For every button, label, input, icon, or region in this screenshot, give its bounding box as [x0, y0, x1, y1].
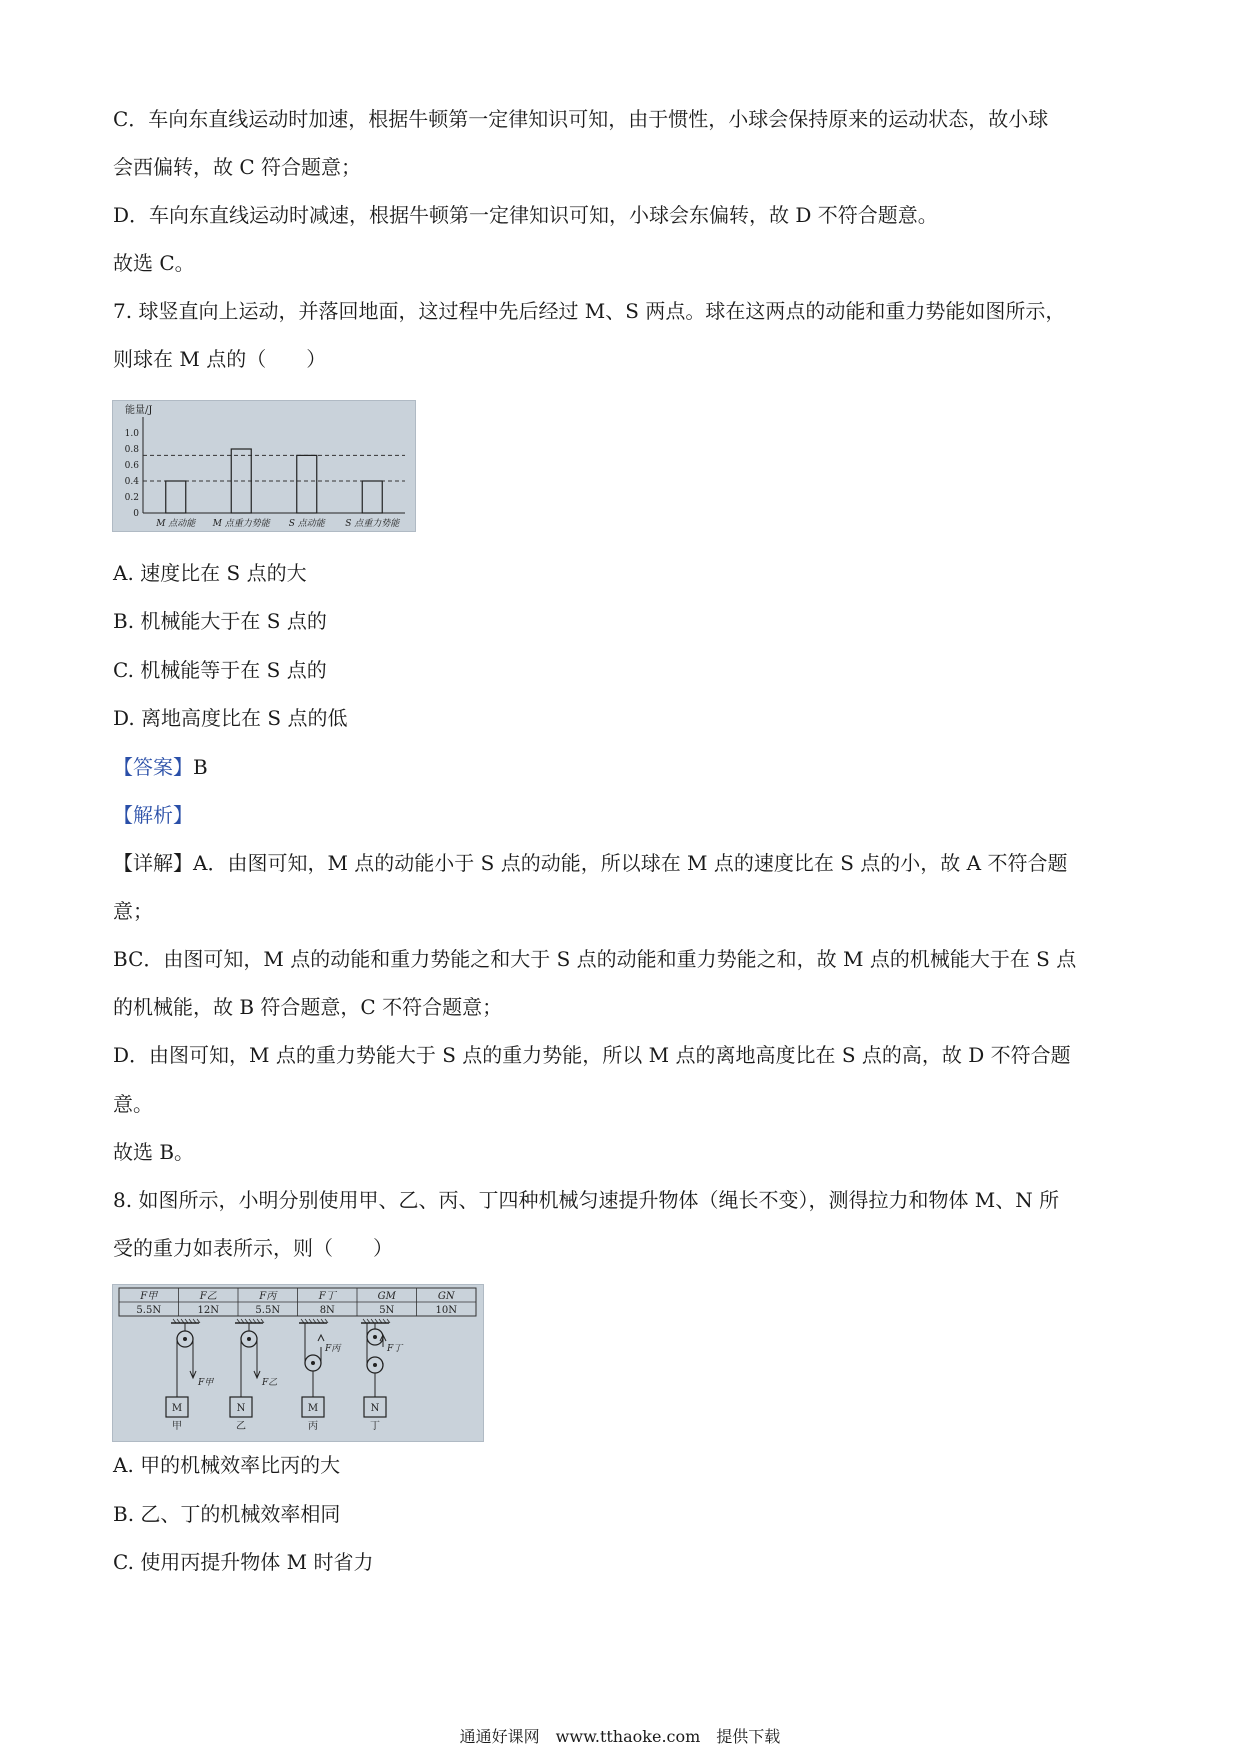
- detail-line-4: 的机械能，故 B 符合题意，C 不符合题意；: [113, 995, 503, 1019]
- question-7-stem: 7. 球竖直向上运动，并落回地面，这过程中先后经过 M、S 两点。球在这两点的动能和重力势能如图所示，: [113, 299, 1066, 323]
- pulley-axle: [373, 1363, 377, 1367]
- pulley-axle: [247, 1337, 251, 1341]
- detail-line-1: [113, 848, 1067, 878]
- machine-label: 甲: [172, 1421, 182, 1432]
- table-header-cell: F甲: [140, 1291, 158, 1302]
- force-label: F丁: [387, 1344, 403, 1354]
- force-label: F丙: [325, 1344, 341, 1354]
- force-arrow: [318, 1335, 324, 1341]
- x-category-label: S 点重力势能: [345, 519, 400, 529]
- analysis-line: [113, 800, 193, 830]
- energy-bar-chart: [112, 400, 416, 532]
- load-label: M: [307, 1403, 319, 1414]
- table-header-cell: F乙: [199, 1291, 217, 1302]
- q7-option-a: A. 速度比在 S 点的大: [113, 561, 307, 585]
- q7-option-d: D. 离地高度比在 S 点的低: [113, 706, 348, 730]
- pulley-axle: [311, 1361, 315, 1365]
- y-axis-label: 能量/J: [125, 405, 153, 416]
- text-line-3: D．车向东直线运动时减速，根据牛顿第一定律知识可知，小球会东偏转，故 D 不符合题意。: [113, 203, 938, 227]
- machine-label: 乙: [236, 1421, 246, 1432]
- q7-option-c: C. 机械能等于在 S 点的: [113, 658, 327, 682]
- bar: [297, 455, 317, 513]
- q8-option-a: A. 甲的机械效率比丙的大: [113, 1453, 341, 1477]
- machine-label: 丙: [308, 1421, 318, 1432]
- pulley-axle: [183, 1337, 187, 1341]
- energy-chart-svg: [113, 401, 415, 531]
- page-footer: 通通好课网 www.tthaoke.com 提供下载: [459, 1727, 781, 1746]
- y-tick-label: 0: [133, 509, 139, 519]
- text-line-2: 会西偏转，故 C 符合题意；: [113, 155, 362, 179]
- answer-value: B: [193, 755, 208, 779]
- answer-line: [113, 752, 208, 782]
- analysis-tag: 【解析】: [113, 803, 193, 827]
- detail-line-6: 意。: [113, 1092, 153, 1116]
- force-label: F甲: [198, 1378, 214, 1388]
- table-value-cell: 5N: [379, 1305, 395, 1316]
- detail-line-5: D．由图可知，M 点的重力势能大于 S 点的重力势能，所以 M 点的离地高度比在 S 点的高，故 D 不符合题: [113, 1043, 1071, 1067]
- y-tick-label: 0.4: [124, 477, 139, 487]
- table-header-cell: GN: [437, 1291, 455, 1302]
- x-category-label: M 点重力势能: [212, 519, 270, 529]
- y-tick-label: 0.6: [124, 461, 139, 471]
- y-tick-label: 0.8: [124, 445, 139, 455]
- table-value-cell: 5.5N: [136, 1305, 162, 1316]
- machine-label: 丁: [370, 1421, 380, 1432]
- bar: [362, 481, 382, 513]
- detail-line-2: 意；: [113, 899, 153, 923]
- detail-tag: 【详解】: [113, 851, 193, 875]
- answer-tag: 【答案】: [113, 755, 193, 779]
- text-line-4: 故选 C。: [113, 251, 195, 275]
- pulley-figure: [112, 1284, 484, 1442]
- q8-option-c: C. 使用丙提升物体 M 时省力: [113, 1550, 374, 1574]
- force-label: F乙: [262, 1378, 278, 1388]
- pulley-axle: [373, 1335, 377, 1339]
- table-header-cell: F丁: [318, 1291, 336, 1302]
- bar: [166, 481, 186, 513]
- load-label: N: [370, 1403, 380, 1414]
- text-line-1: C．车向东直线运动时加速，根据牛顿第一定律知识可知，由于惯性，小球会保持原来的运动状态，故小球: [113, 107, 1049, 131]
- table-value-cell: 12N: [197, 1305, 219, 1316]
- question-8-stem-cont: 受的重力如表所示，则（ ）: [113, 1236, 393, 1260]
- table-header-cell: F丙: [259, 1291, 277, 1302]
- detail-text: A．由图可知，M 点的动能小于 S 点的动能，所以球在 M 点的速度比在 S 点的小，故 A 不符合题: [193, 851, 1068, 875]
- detail-line-3: BC．由图可知，M 点的动能和重力势能之和大于 S 点的动能和重力势能之和，故 M 点的机械能大于在 S 点: [113, 947, 1077, 971]
- table-value-cell: 8N: [319, 1305, 335, 1316]
- load-label: N: [236, 1403, 246, 1414]
- q8-option-b: B. 乙、丁的机械效率相同: [113, 1502, 341, 1526]
- table-value-cell: 5.5N: [255, 1305, 281, 1316]
- x-category-label: M 点动能: [156, 519, 196, 529]
- x-category-label: S 点动能: [288, 519, 325, 529]
- question-8-stem: 8. 如图所示，小明分别使用甲、乙、丙、丁四种机械匀速提升物体（绳长不变），测得拉力和物体 M、N 所: [113, 1188, 1060, 1212]
- question-7-stem-cont: 则球在 M 点的（ ）: [113, 347, 327, 371]
- table-header-cell: GM: [377, 1291, 396, 1302]
- y-tick-label: 0.2: [124, 493, 139, 503]
- load-label: M: [171, 1403, 183, 1414]
- y-tick-label: 1.0: [124, 429, 139, 439]
- detail-line-7: 故选 B。: [113, 1140, 195, 1164]
- table-value-cell: 10N: [435, 1305, 457, 1316]
- pulley-figure-svg: [113, 1285, 483, 1441]
- q7-option-b: B. 机械能大于在 S 点的: [113, 609, 327, 633]
